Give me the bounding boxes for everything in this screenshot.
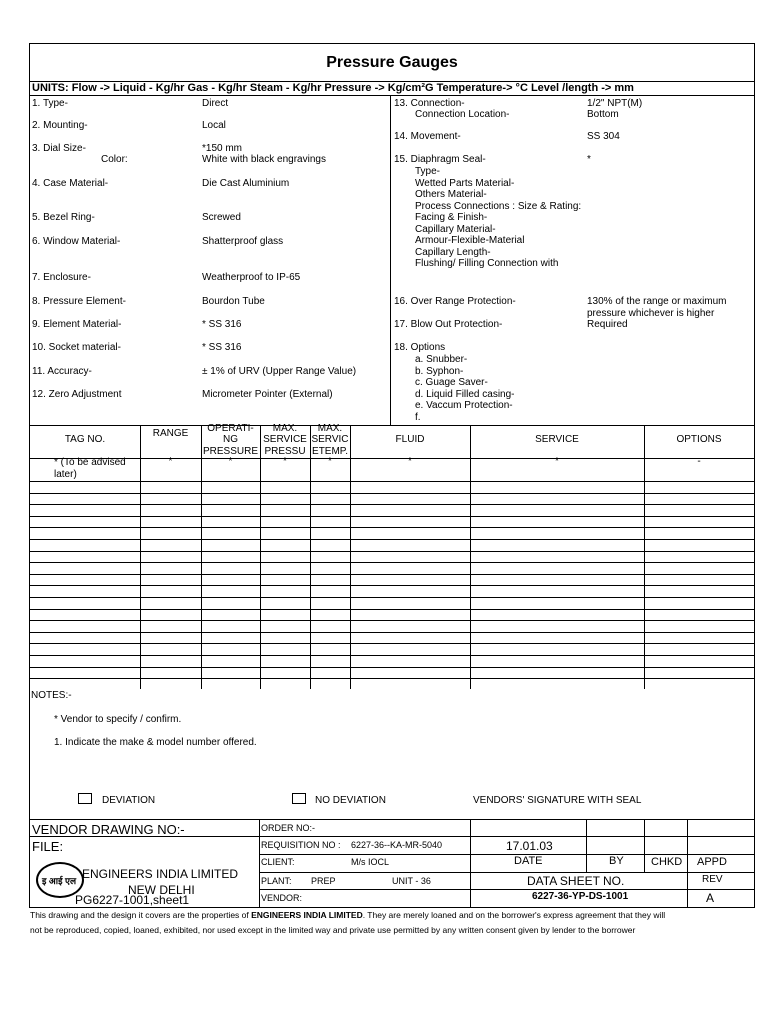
appd-label: APPD	[697, 856, 727, 868]
header-service: SERVICE	[535, 434, 579, 445]
grid-line	[30, 574, 754, 575]
header-range: RANGE	[152, 428, 189, 439]
header-operating-1: OPERATI-	[207, 423, 254, 434]
grid-line	[30, 527, 754, 528]
grid-line	[470, 819, 471, 907]
grid-line	[30, 585, 754, 586]
spec-value: Weatherproof to IP-65	[202, 272, 301, 283]
over-range-value-1: 130% of the range or maximum	[587, 296, 727, 307]
header-max-temp-2: SERVIC	[311, 434, 349, 445]
client-label: CLIENT:	[261, 857, 295, 867]
blow-out-label: 17. Blow Out Protection-	[394, 319, 503, 330]
grid-line	[30, 516, 754, 517]
option-item: b. Syphon-	[415, 365, 464, 377]
footer-disclaimer	[30, 908, 750, 938]
footer-text-before: This drawing and the design it covers are the properties of	[30, 910, 252, 920]
option-item: d. Liquid Filled casing-	[415, 388, 515, 400]
row1-operating: *	[228, 456, 233, 467]
diaphragm-detail: Armour-Flexible-Material	[415, 235, 525, 246]
spec-label: 1. Type-	[32, 98, 68, 109]
rev-value: A	[706, 891, 715, 905]
movement-label: 14. Movement-	[394, 131, 461, 142]
grid-line	[30, 551, 754, 552]
diaphragm-detail: Capillary Material-	[415, 223, 496, 235]
header-max-temp-1: MAX.	[317, 423, 343, 434]
vendor-label: VENDOR:	[261, 893, 303, 903]
row1-max-temp: *	[328, 456, 332, 467]
spec-label: 10. Socket material-	[32, 342, 121, 353]
divider	[30, 95, 754, 96]
row1-fluid: *	[408, 456, 412, 467]
units-line: UNITS: Flow -> Liquid - Kg/hr Gas - Kg/hr Steam - Kg/hr Pressure -> Kg/cm²G Temperature-> °C Level /length -> mm	[32, 82, 634, 94]
row1-options: -	[697, 456, 701, 467]
header-max-pressure-2: SERVICE	[263, 434, 307, 445]
spec-label: 11. Accuracy-	[32, 366, 92, 377]
spec-label: 5. Bezel Ring-	[32, 212, 95, 223]
spec-value: Local	[202, 120, 226, 131]
options-label: 18. Options	[394, 342, 446, 353]
spec-label: 4. Case Material-	[32, 178, 109, 189]
row1-max-pressure: *	[283, 456, 287, 467]
spec-value: Bourdon Tube	[202, 296, 265, 307]
date-label: DATE	[514, 855, 543, 867]
client-value: M/s IOCL	[351, 857, 390, 867]
no-deviation-checkbox[interactable]	[292, 793, 306, 804]
vendor-drawing-label: VENDOR DRAWING NO:-	[32, 822, 185, 837]
grid-line	[644, 819, 645, 872]
footer-line-1	[30, 908, 750, 923]
header-fluid: FLUID	[395, 434, 425, 445]
option-item: c. Guage Saver-	[415, 377, 488, 388]
grid-line	[30, 481, 754, 482]
diaphragm-label: 15. Diaphragm Seal-	[394, 154, 486, 165]
data-sheet	[29, 43, 755, 908]
connection-location-value: Bottom	[587, 109, 619, 120]
spec-label: 12. Zero Adjustment	[32, 389, 122, 400]
company-name: ENGINEERS INDIA LIMITED	[82, 867, 239, 881]
spec-label: 2. Mounting-	[32, 120, 88, 131]
header-max-pressure-3: PRESSU	[264, 446, 306, 457]
file-reference: PG6227-1001,sheet1	[75, 893, 190, 907]
footer-line-2: not be reproduced, copied, loaned, exhibited, nor used except in the limited way and private use permitted by any written consent given by lender to the borrower	[30, 925, 636, 935]
logo-text: इ आई एल	[42, 876, 77, 886]
option-item: f.	[415, 411, 421, 423]
grid-line	[30, 539, 754, 540]
grid-line	[30, 609, 754, 610]
date-value: 17.01.03	[506, 839, 553, 853]
diaphragm-detail: Type-	[415, 166, 441, 177]
diaphragm-detail: Process Connections : Size & Rating:	[415, 200, 582, 212]
spec-label: 8. Pressure Element-	[32, 296, 126, 307]
deviation-checkbox[interactable]	[78, 793, 92, 804]
header-tag-no: TAG NO.	[64, 434, 106, 445]
plant-label: PLANT:	[261, 876, 292, 886]
spec-value: Direct	[202, 98, 229, 109]
header-max-pressure-1: MAX.	[272, 423, 298, 434]
grid-line	[259, 836, 754, 837]
header-operating-3: PRESSURE	[202, 446, 258, 457]
spec-value: * SS 316	[202, 342, 242, 353]
grid-line	[259, 889, 754, 890]
requisition-label: REQUISITION NO :	[261, 840, 341, 850]
vendor-signature-label: VENDORS' SIGNATURE WITH SEAL	[473, 795, 642, 806]
grid-line	[30, 632, 754, 633]
spec-value: Micrometer Pointer (External)	[202, 389, 333, 400]
company-city: NEW DELHI	[128, 883, 195, 897]
header-max-temp-3: ETEMP.	[312, 446, 348, 457]
over-range-value-2: pressure whichever is higher	[587, 308, 715, 319]
diaphragm-detail: Wetted Parts Material-	[415, 177, 515, 189]
footer-company: ENGINEERS INDIA LIMITED	[251, 910, 363, 920]
spec-label: 9. Element Material-	[32, 319, 122, 330]
by-label: BY	[609, 855, 624, 867]
grid-line	[30, 504, 754, 505]
diaphragm-detail: Others Material-	[415, 189, 487, 200]
option-item: a. Snubber-	[415, 354, 468, 365]
grid-line	[259, 819, 260, 907]
plant-value: PREP	[311, 876, 336, 886]
spec-value: Die Cast Aluminium	[202, 178, 290, 189]
divider	[30, 819, 754, 820]
header-options: OPTIONS	[676, 434, 722, 445]
spec-label: 6. Window Material-	[32, 236, 121, 247]
blow-out-value: Required	[587, 319, 628, 330]
grid-line	[586, 819, 587, 872]
row1-range: *	[168, 456, 173, 467]
grid-line	[30, 678, 754, 679]
connection-value: 1/2" NPT(M)	[587, 98, 643, 109]
grid-line	[259, 854, 754, 855]
option-item: e. Vaccum Protection-	[415, 400, 513, 411]
spec-value: White with black engravings	[202, 154, 326, 165]
diaphragm-detail: Capillary Length-	[415, 246, 491, 258]
note-1: * Vendor to specify / confirm.	[54, 714, 182, 725]
notes-heading: NOTES:-	[31, 690, 72, 701]
chkd-label: CHKD	[651, 856, 683, 868]
data-sheet-value: 6227-36-YP-DS-1001	[532, 891, 629, 902]
grid-line	[30, 655, 754, 656]
grid-line	[30, 597, 754, 598]
spec-value: ± 1% of URV (Upper Range Value)	[202, 366, 357, 377]
row1-tag-2: later)	[54, 469, 77, 480]
spec-label: 7. Enclosure-	[32, 272, 91, 283]
data-sheet-label: DATA SHEET NO.	[527, 874, 625, 888]
spec-label: 3. Dial Size-	[32, 143, 86, 154]
grid-line	[30, 620, 754, 621]
grid-line	[30, 667, 754, 668]
divider	[30, 425, 754, 426]
grid-line	[30, 562, 754, 563]
order-no-label: ORDER NO:-	[261, 823, 315, 833]
page-title: Pressure Gauges	[326, 54, 458, 71]
movement-value: SS 304	[587, 131, 620, 142]
spec-value: Screwed	[202, 212, 241, 223]
note-2: 1. Indicate the make & model number offered.	[54, 737, 257, 748]
file-label: FILE:	[32, 839, 64, 854]
over-range-label: 16. Over Range Protection-	[394, 296, 516, 307]
spec-value: *150 mm	[202, 143, 243, 154]
diaphragm-detail: Flushing/ Filling Connection with	[415, 258, 559, 269]
rev-label: REV	[702, 874, 723, 885]
header-operating-2: NG	[223, 434, 238, 445]
unit-value: UNIT - 36	[392, 876, 431, 886]
row1-tag-1: * (To be advised	[54, 457, 126, 468]
connection-label: 13. Connection-	[394, 98, 465, 109]
diaphragm-detail: Facing & Finish-	[415, 212, 488, 223]
grid-line	[30, 493, 754, 494]
row1-service: *	[555, 456, 559, 467]
divider	[390, 95, 391, 425]
grid-line	[687, 819, 688, 907]
no-deviation-label: NO DEVIATION	[315, 795, 386, 806]
footer-text-after: . They are merely loaned and on the borrower's express agreement that they will	[362, 910, 666, 920]
grid-line	[30, 643, 754, 644]
connection-location-label: Connection Location-	[415, 109, 510, 120]
diaphragm-value: *	[587, 154, 591, 165]
grid-line	[259, 872, 754, 873]
deviation-label: DEVIATION	[102, 795, 156, 806]
requisition-value: 6227-36--KA-MR-5040	[351, 840, 443, 850]
spec-value: * SS 316	[202, 319, 242, 330]
spec-label: Color:	[101, 154, 128, 165]
spec-value: Shatterproof glass	[202, 236, 284, 247]
